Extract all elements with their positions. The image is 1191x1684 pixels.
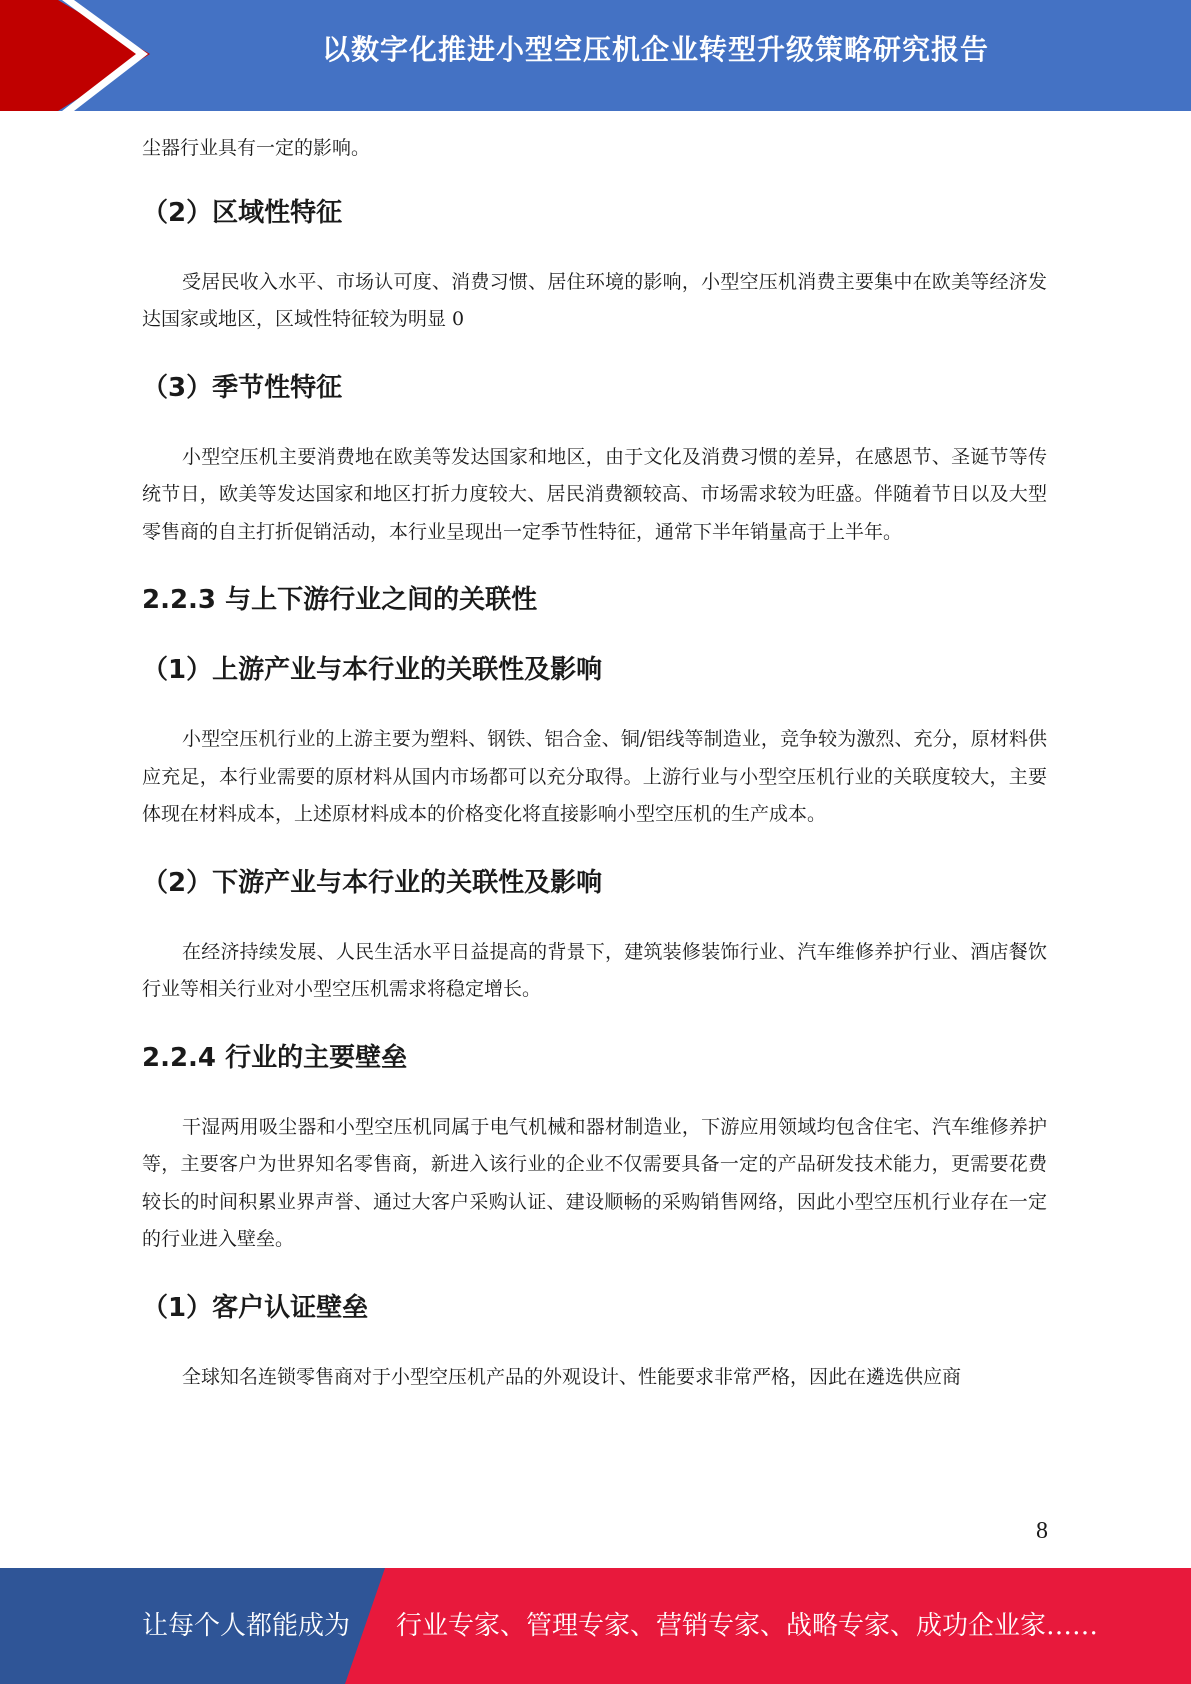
heading-seasonal-features: （3）季节性特征 [142,372,343,403]
paragraph-seasonal-features: 小型空压机主要消费地在欧美等发达国家和地区，由于文化及消费习惯的差异，在感恩节、圣诞节等传统节日，欧美等发达国家和地区打折力度较大、居民消费额较高、市场需求较为旺盛。伴随着节日以及大型零售商的自主打折促销活动，本行业呈现出一定季节性特征，通常下半年销量高于上半年。 [142,445,1047,543]
report-title: 以数字化推进小型空压机企业转型升级策略研究报告 [321,33,989,66]
heading-regional-features: （2）区域性特征 [142,197,343,228]
page-content [142,130,1047,1396]
paragraph-customer-certification: 全球知名连锁零售商对于小型空压机产品的外观设计、性能要求非常严格，因此在遴选供应商 [182,1365,962,1388]
heading-downstream: （2）下游产业与本行业的关联性及影响 [142,867,603,898]
paragraph-upstream: 小型空压机行业的上游主要为塑料、钢铁、铝合金、铜/铝线等制造业，竞争较为激烈、充分，原材料供应充足，本行业需要的原材料从国内市场都可以充分取得。上游行业与小型空压机行业的关联度较大，主要体现在材料成本，上述原材料成本的价格变化将直接影响小型空压机的生产成本。 [142,728,1047,825]
section-heading-2-2-3: 2.2.3 与上下游行业之间的关联性 [142,585,538,615]
footer-slogan-left: 让每个人都能成为 [142,1611,351,1641]
heading-customer-certification: （1）客户认证壁垒 [142,1292,369,1323]
footer-slogan-right: 行业专家、管理专家、营销专家、战略专家、成功企业家…… [396,1611,1099,1641]
page-number: 8 [1036,1518,1048,1544]
page-header [0,0,1191,111]
paragraph-regional-features: 受居民收入水平、市场认可度、消费习惯、居住环境的影响，小型空压机消费主要集中在欧美等经济发达国家或地区，区域性特征较为明显 0 [142,270,1047,330]
paragraph-barriers: 干湿两用吸尘器和小型空压机同属于电气机械和器材制造业，下游应用领域均包含住宅、汽车维修养护等，主要客户为世界知名零售商，新进入该行业的企业不仅需要具备一定的产品研发技术能力，更需要花费较长的时间积累业界声誉、通过大客户采购认证、建设顺畅的采购销售网络，因此小型空压机行业存在一定的行业进入壁垒。 [142,1115,1047,1250]
heading-upstream: （1）上游产业与本行业的关联性及影响 [142,655,603,685]
page-footer [0,1568,1191,1684]
section-heading-2-2-4: 2.2.4 行业的主要壁垒 [142,1042,408,1073]
paragraph-continued: 尘器行业具有一定的影响。 [142,137,371,159]
paragraph-downstream: 在经济持续发展、人民生活水平日益提高的背景下，建筑装修装饰行业、汽车维修养护行业、酒店餐饮行业等相关行业对小型空压机需求将稳定增长。 [142,940,1047,1000]
